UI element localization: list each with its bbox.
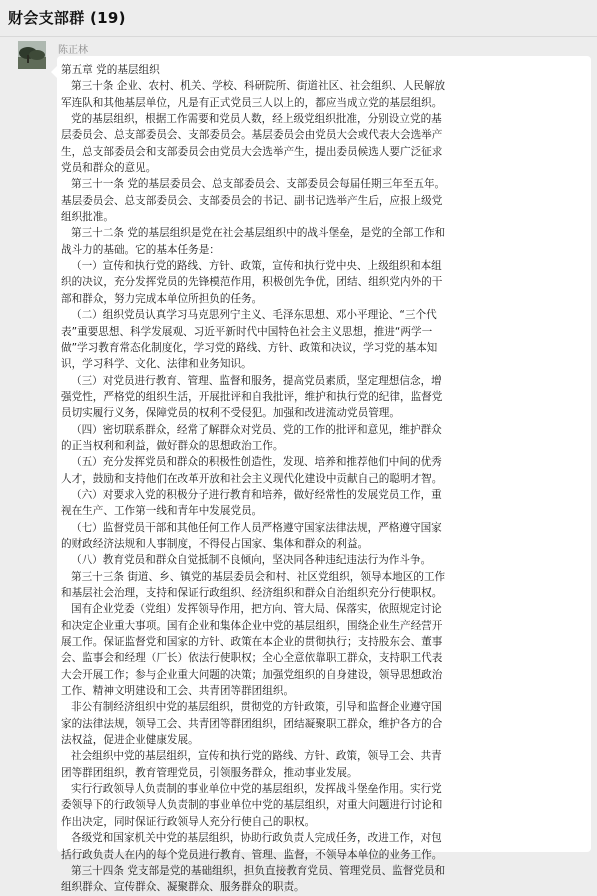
message-line: 作出决定，同时保证行政领导人充分行使自己的职权。 — [61, 815, 316, 828]
message-line: 会、监事会和经理（厂长）依法行使职权；全心全意依靠职工群众，支持职工代表 — [61, 652, 443, 665]
message-line: 非公有制经济组织中党的基层组织，贯彻党的方针政策，引导和监督企业遵守国 — [71, 701, 442, 714]
avatar-landscape-icon — [18, 41, 46, 69]
message-line: 第三十二条 党的基层组织是党在社会基层组织中的战斗堡垒，是党的全部工作和 — [71, 227, 446, 240]
message-line: 视在生产、工作第一线和青年中发展党员。 — [61, 505, 263, 518]
message-line: （一）宣传和执行党的路线、方针、政策，宣传和执行党中央、上级组织和本组 — [71, 260, 442, 273]
message-line: 识，学习科学、文化、法律和业务知识。 — [61, 358, 252, 371]
message-line: 表”重要思想、科学发展观、习近平新时代中国特色社会主义思想，推进“两学一 — [61, 325, 433, 338]
message-line: 层委员会、总支部委员会、支部委员会。基层委员会由党员大会或代表大会选举产 — [61, 129, 443, 142]
message-bubble[interactable] — [57, 56, 591, 894]
sender-avatar[interactable] — [18, 41, 46, 69]
message-line: 做”学习教育常态化制度化，学习党的路线、方针、政策和决议，学习党的基本知 — [61, 341, 438, 354]
message-line: 基层委员会、总支部委员会、支部委员会的书记、副书记选举产生后，应报上级党 — [61, 194, 443, 207]
message-line: 党员和群众的意见。 — [61, 162, 157, 175]
message-line: （七）监督党员干部和其他任何工作人员严格遵守国家法律法规，严格遵守国家 — [71, 521, 442, 534]
message-line: 实行行政领导人负责制的事业单位中党的基层组织，发挥战斗堡垒作用。实行党 — [71, 783, 442, 796]
message-line: 和基层社会治理，支持和保证行政组织、经济组织和群众自治组织充分行使职权。 — [61, 587, 443, 599]
message-line: （八）教育党员和群众自觉抵制不良倾向，坚决同各种违纪违法行为作斗争。 — [71, 554, 432, 567]
message-line: 生，总支部委员会和支部委员会由党员大会选举产生，提出委员候选人要广泛征求 — [61, 145, 443, 158]
message-line: 强党性，严格党的组织生活，开展批评和自我批评，维护和执行党的纪律，监督党 — [61, 390, 443, 403]
message-line: 工作、精神文明建设和工会、共青团等群团组织。 — [61, 685, 295, 698]
message-line: 第三十一条 党的基层委员会、总支部委员会、支部委员会每届任期三年至五年。 — [71, 178, 446, 191]
message-line: 员切实履行义务，保障党员的权利不受侵犯。加强和改进流动党员管理。 — [61, 407, 400, 420]
message-line: 家的法律法规，领导工会、共青团等群团组织，团结凝聚职工群众，维护各方的合 — [61, 717, 443, 730]
message-line: 委领导下的行政领导人负责制的事业单位中党的基层组织，对重大问题进行讨论和 — [61, 799, 443, 812]
message-line: 人才，鼓励和支持他们在改革开放和社会主义现代化建设中贡献自己的聪明才智。 — [61, 472, 443, 485]
message-line: 展工作。保证监督党和国家的方针、政策在本企业的贯彻执行；支持股东会、董事 — [61, 636, 443, 649]
message-line: 党的基层组织，根据工作需要和党员人数，经上级党组织批准，分别设立党的基 — [71, 113, 442, 126]
message-line: 组织批准。 — [61, 211, 114, 224]
message-line: 和决定企业重大事项。国有企业和集体企业中党的基层组织，围绕企业生产经营开 — [61, 619, 443, 632]
message-line: 团等群团组织，教育管理党员，引领服务群众，推动事业发展。 — [61, 766, 358, 779]
message-line: 第五章 党的基层组织 — [61, 64, 160, 76]
message-line: （六）对要求入党的积极分子进行教育和培养，做好经常性的发展党员工作，重 — [71, 488, 442, 501]
sender-name: 陈正林 — [58, 45, 88, 56]
message-line: （二）组织党员认真学习马克思列宁主义、毛泽东思想、邓小平理论、“三个代 — [71, 309, 437, 322]
message-line: 的财政经济法规和人事制度，不得侵占国家、集体和群众的利益。 — [61, 537, 369, 550]
message-line: 战斗力的基础。它的基本任务是： — [61, 243, 220, 256]
message-line: 部和群众，努力完成本单位所担负的任务。 — [61, 292, 263, 305]
message-line: 第三十四条 党支部是党的基础组织，担负直接教育党员、管理党员、监督党员和 — [71, 864, 446, 877]
message-line: 组织群众、宣传群众、凝聚群众、服务群众的职责。 — [61, 881, 305, 894]
message-line: 第三十三条 街道、乡、镇党的基层委员会和村、社区党组织，领导本地区的工作 — [71, 570, 446, 583]
message-line: （四）密切联系群众，经常了解群众对党员、党的工作的批评和意见，维护群众 — [71, 423, 442, 436]
chat-title-bar — [0, 0, 597, 37]
message-line: 国有企业党委（党组）发挥领导作用，把方向、管大局、保落实，依照规定讨论 — [71, 603, 442, 616]
message-text — [61, 62, 577, 896]
chat-title: 财会支部群 (19) — [8, 9, 126, 27]
message-line: （五）充分发挥党员和群众的积极性创造性，发现、培养和推荐他们中间的优秀 — [71, 456, 442, 469]
message-line: 社会组织中党的基层组织，宣传和执行党的路线、方针、政策，领导工会、共青 — [71, 750, 442, 763]
message-line: 的正当权利和利益，做好群众的思想政治工作。 — [61, 439, 284, 452]
message-line: 织的决议，充分发挥党员的先锋模范作用，积极创先争优，团结、组织党内外的干 — [61, 276, 443, 289]
message-line: （三）对党员进行教育、管理、监督和服务，提高党员素质，坚定理想信念，增 — [71, 374, 442, 387]
message-line: 军连队和其他基层单位，凡是有正式党员三人以上的，都应当成立党的基层组织。 — [61, 96, 443, 109]
message-line: 各级党和国家机关中党的基层组织，协助行政负责人完成任务，改进工作，对包 — [71, 832, 442, 845]
message-line: 括行政负责人在内的每个党员进行教育、管理、监督，不领导本单位的业务工作。 — [61, 848, 443, 861]
message-line: 第三十条 企业、农村、机关、学校、科研院所、街道社区、社会组织、人民解放 — [71, 80, 446, 93]
message-line: 法权益，促进企业健康发展。 — [61, 734, 199, 747]
message-line: 大会开展工作；参与企业重大问题的决策；加强党组织的自身建设，领导思想政治 — [61, 668, 443, 681]
